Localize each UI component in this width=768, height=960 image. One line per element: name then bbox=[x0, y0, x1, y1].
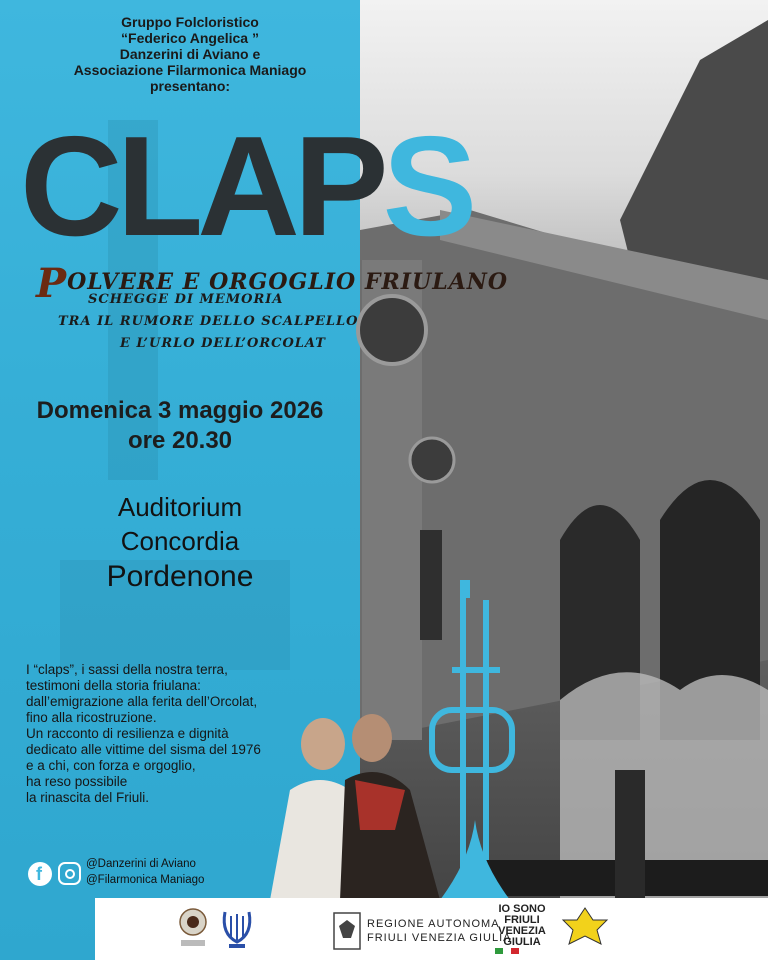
region-name-line-2: FRIULI VENEZIA GIULIA bbox=[367, 932, 512, 944]
presenter-line: presentano: bbox=[149, 78, 231, 94]
tagline-line-2: TRA IL RUMORE DELLO SCALPELLO bbox=[58, 314, 359, 329]
presenters-block bbox=[40, 14, 340, 94]
fvg-line-4: GIULIA bbox=[503, 936, 541, 948]
ugf-folklore-union-logo-icon bbox=[559, 906, 611, 946]
handle-filarmonica[interactable]: @Filarmonica Maniago bbox=[86, 874, 205, 886]
instagram-icon[interactable] bbox=[58, 862, 81, 885]
description-line: la rinascita del Friuli. bbox=[26, 790, 150, 805]
description-line: dedicato alle vittime del sisma del 1976 bbox=[26, 742, 261, 757]
event-date-block bbox=[30, 396, 330, 456]
description-line: e a chi, con forza e orgoglio, bbox=[26, 758, 196, 773]
fvg-line-3: VENEZIA bbox=[498, 925, 546, 937]
facebook-icon[interactable]: f bbox=[28, 862, 52, 886]
description-line: dall’emigrazione alla ferita dell’Orcolat, bbox=[26, 694, 258, 709]
description-line: fino alla ricostruzione. bbox=[26, 710, 157, 725]
description-line: I “claps”, i sassi della nostra terra, bbox=[26, 662, 228, 677]
tagline-line-3: E L’URLO DELL’ORCOLAT bbox=[120, 336, 326, 351]
presenter-line: Associazione Filarmonica Maniago bbox=[73, 62, 307, 78]
presenter-line: Gruppo Folcloristico bbox=[121, 14, 259, 30]
fvg-line-2: FRIULI bbox=[504, 914, 540, 926]
title-main: CLAP bbox=[20, 107, 383, 266]
tagline-line-1: SCHEGGE DI MEMORIA bbox=[88, 292, 284, 307]
presenter-line: “Federico Angelica ” bbox=[121, 30, 259, 46]
social-handles bbox=[86, 856, 204, 888]
title-last-letter: S bbox=[382, 107, 472, 266]
subtitle-initial: P bbox=[36, 260, 68, 307]
italian-flag-icon bbox=[495, 948, 519, 954]
fvg-line-1: IO SONO bbox=[498, 903, 546, 915]
rose-window bbox=[358, 296, 426, 364]
region-eagle-icon bbox=[333, 912, 361, 950]
subtitle-rest: OLVERE E ORGOGLIO FRIULANO bbox=[67, 269, 509, 295]
description-line: Un racconto di resilienza e dignità bbox=[26, 726, 229, 741]
description-line: ha reso possibile bbox=[26, 774, 128, 789]
folk-group-logo-icon bbox=[173, 904, 213, 954]
handle-danzerini[interactable]: @Danzerini di Aviano bbox=[86, 858, 196, 870]
description-block bbox=[26, 662, 356, 806]
event-date: Domenica 3 maggio 2026 bbox=[36, 397, 324, 424]
event-venue-block bbox=[30, 490, 330, 596]
description-line: testimoni della storia friulana: bbox=[26, 678, 201, 693]
fvg-brand bbox=[487, 904, 557, 948]
venue-line-2: Concordia bbox=[120, 526, 240, 556]
venue-city: Pordenone bbox=[106, 560, 254, 593]
filarmonica-lyre-icon bbox=[217, 904, 257, 956]
region-name-line-1: REGIONE AUTONOMA bbox=[367, 918, 500, 930]
show-title bbox=[20, 107, 472, 266]
event-time: ore 20.30 bbox=[127, 427, 233, 454]
venue-line-1: Auditorium bbox=[117, 492, 243, 522]
presenter-line: Danzerini di Aviano e bbox=[119, 46, 261, 62]
sponsor-footer bbox=[95, 898, 768, 960]
